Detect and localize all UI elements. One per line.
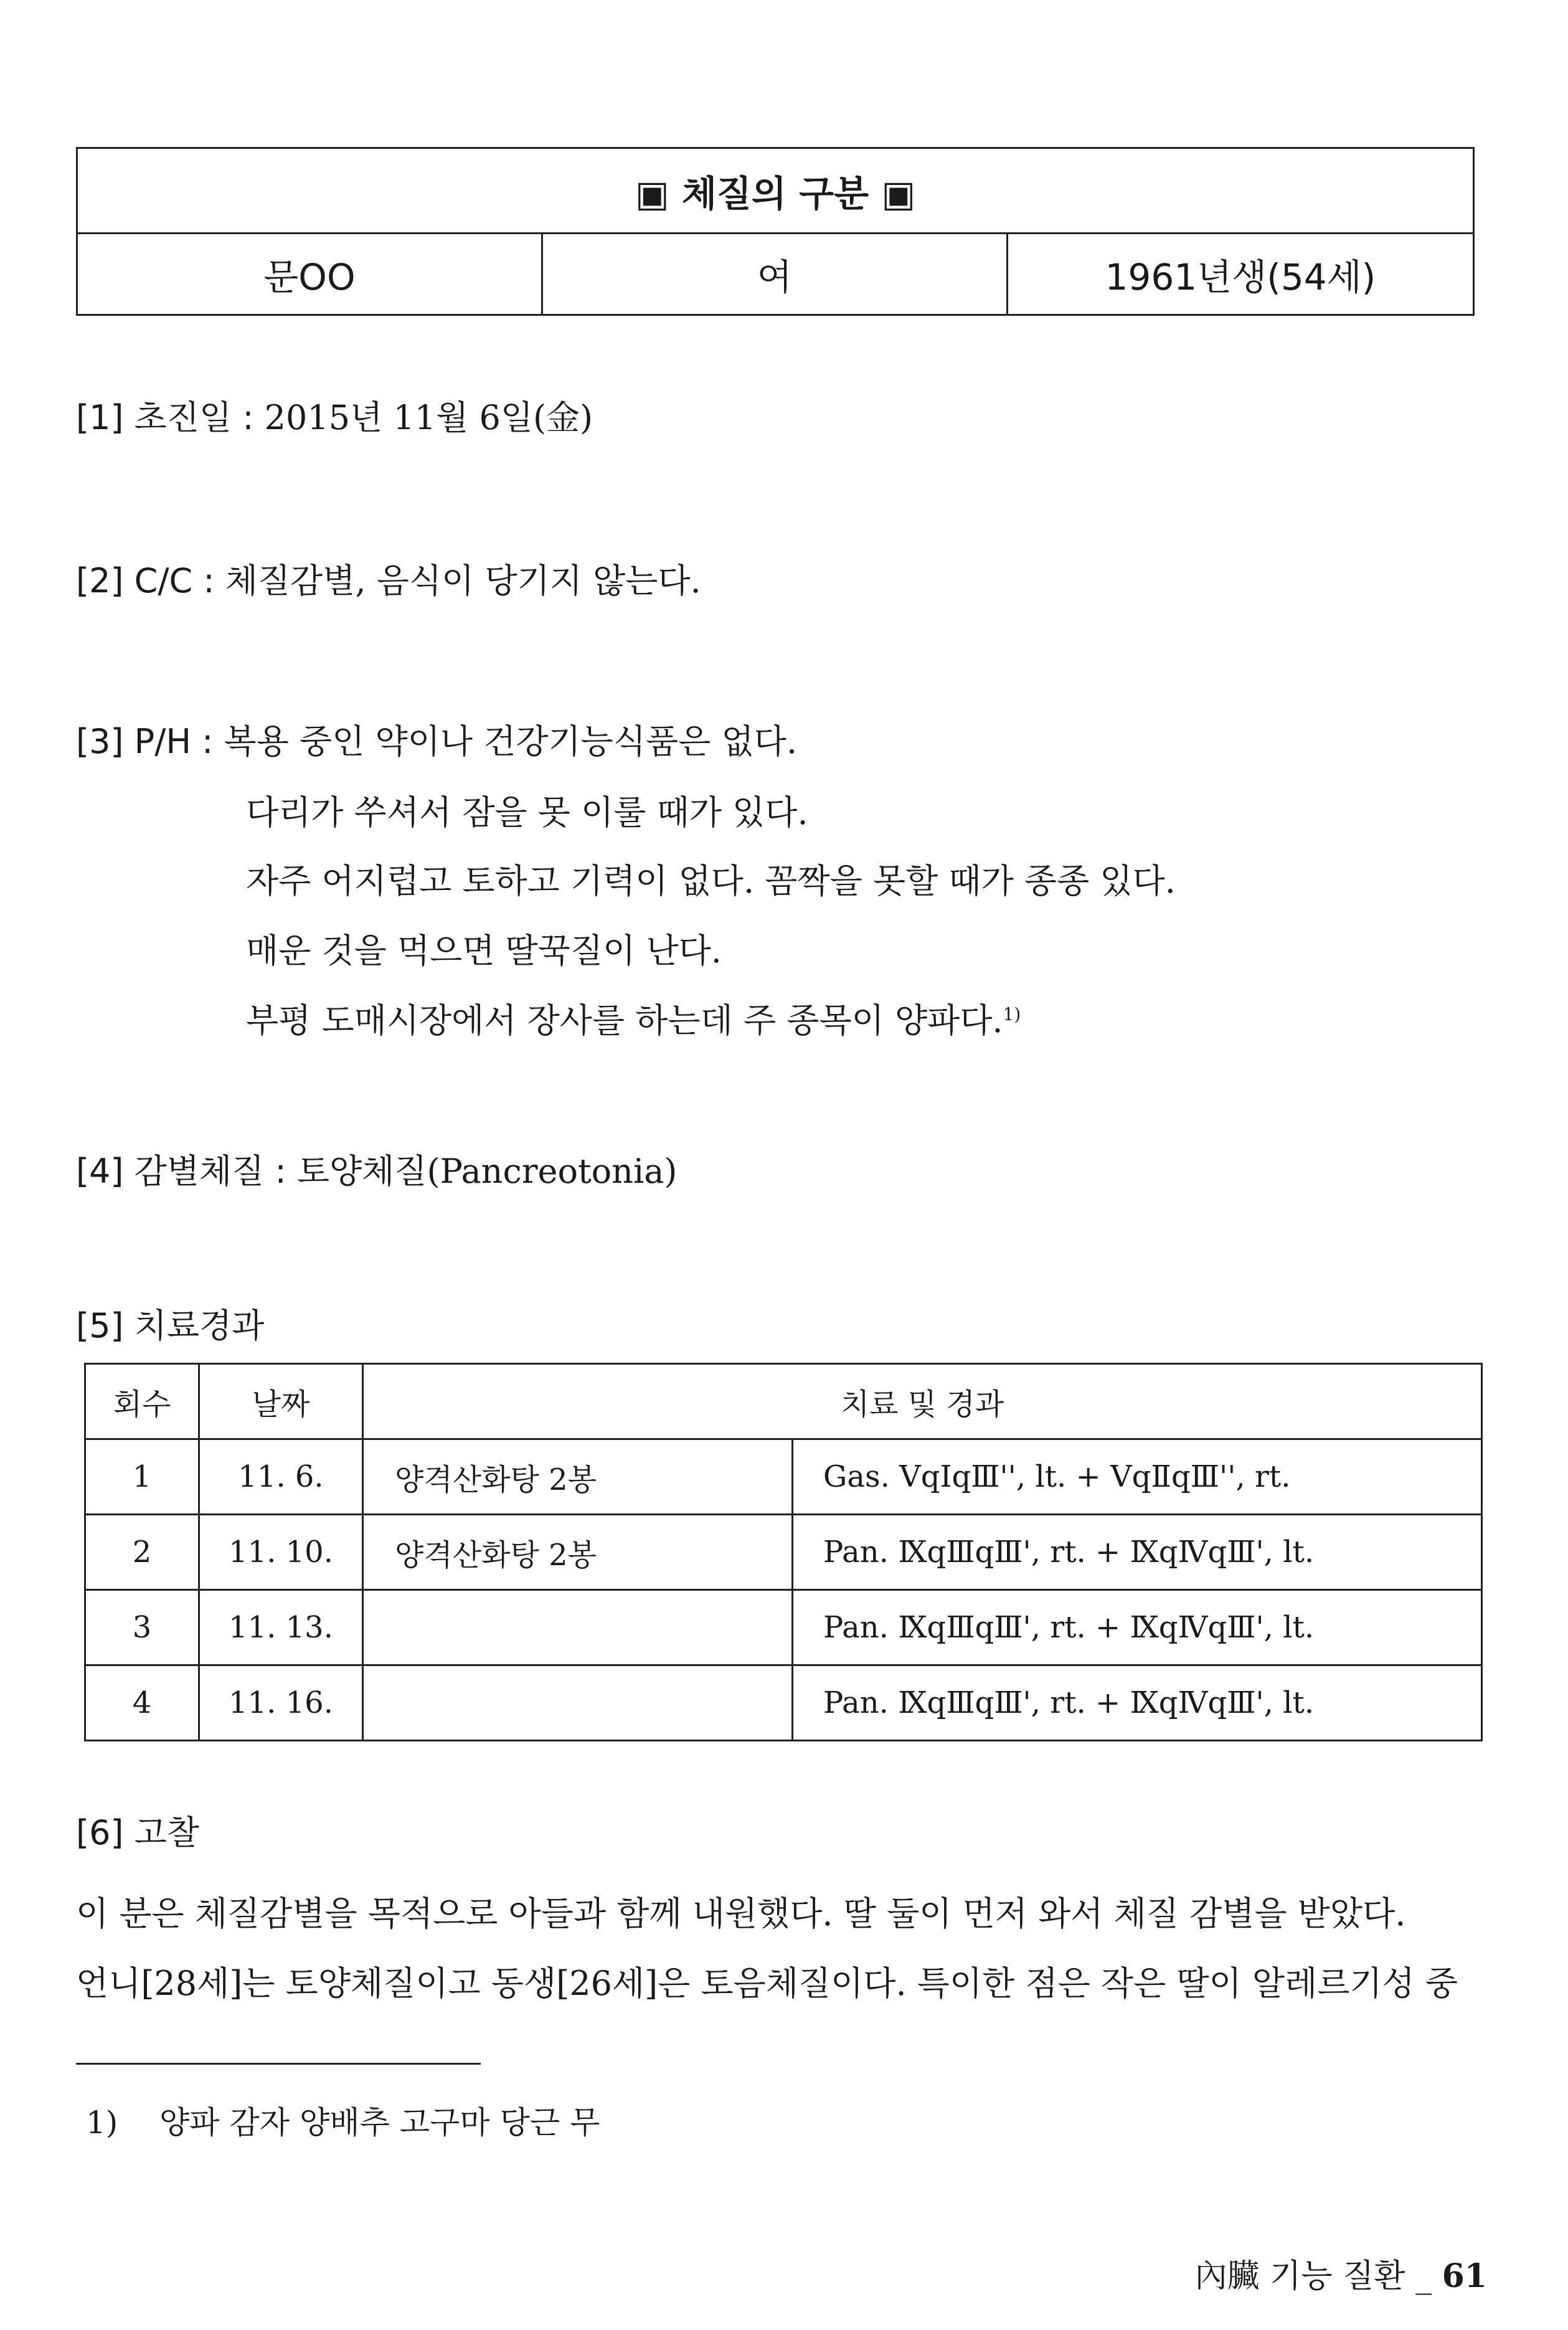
- ph-line-1: 다리가 쑤셔서 잠을 못 이룰 때가 있다.: [246, 793, 808, 832]
- patient-birth: 1961년생(54세): [1007, 234, 1473, 315]
- first-visit-label: [1] 초진일 :: [76, 398, 265, 437]
- cc-label: [2] C/C :: [76, 561, 225, 600]
- col-header-treatment: 치료 및 경과: [363, 1364, 1482, 1439]
- constitution-line: [76, 1145, 678, 1193]
- row-no: 4: [85, 1665, 199, 1741]
- cc-value: 체질감별, 음식이 당기지 않는다.: [225, 561, 701, 600]
- col-header-date: 날짜: [199, 1364, 363, 1439]
- first-visit-line: [76, 391, 593, 439]
- page-footer: [1195, 2250, 1487, 2296]
- ph-line-3: 매운 것을 먹으면 딸꾹질이 난다.: [246, 931, 722, 970]
- row-medicine: 양격산화탕 2봉: [363, 1515, 793, 1590]
- table-row: [85, 1439, 1482, 1515]
- constitution-label: [4] 감별체질 :: [76, 1152, 297, 1191]
- row-date: 11. 10.: [199, 1515, 363, 1590]
- row-date: 11. 16.: [199, 1665, 363, 1741]
- constitution-value: 토양체질(Pancreotonia): [296, 1152, 678, 1191]
- row-medicine: [363, 1590, 793, 1665]
- footnote-text: 양파 감자 양배추 고구마 당근 무: [159, 2105, 600, 2141]
- row-date: 11. 13.: [199, 1590, 363, 1665]
- constitution-header-table: [76, 147, 1475, 316]
- table-row: [85, 1515, 1482, 1590]
- discussion-line-1: 이 분은 체질감별을 목적으로 아들과 함께 내원했다. 딸 둘이 먼저 와서 체질 감별을 받았다.: [76, 1894, 1406, 1933]
- discussion-line-2: 언니[28세]는 토양체질이고 동생[26세]은 토음체질이다. 특이한 점은 작은 딸이 알레르기성 중: [76, 1964, 1458, 2003]
- ph-line-4: 부평 도매시장에서 장사를 하는데 주 종목이 양파다.: [246, 1001, 1003, 1040]
- row-medicine: [363, 1665, 793, 1741]
- row-result: Pan. ⅨqⅢqⅢ', rt. + ⅨqⅣqⅢ', lt.: [793, 1590, 1482, 1665]
- table-row: [85, 1590, 1482, 1665]
- table-row: [85, 1665, 1482, 1741]
- row-no: 2: [85, 1515, 199, 1590]
- ph-line-2: 자주 어지럽고 토하고 기력이 없다. 꼼짝을 못할 때가 종종 있다.: [246, 861, 1176, 901]
- page-number: 61: [1442, 2257, 1487, 2295]
- header-title: ▣ 체질의 구분 ▣: [77, 148, 1474, 234]
- footnote-divider: [76, 2063, 481, 2065]
- row-no: 3: [85, 1590, 199, 1665]
- row-date: 11. 6.: [199, 1439, 363, 1515]
- treatment-table: [84, 1363, 1483, 1741]
- row-result: Pan. ⅨqⅢqⅢ', rt. + ⅨqⅣqⅢ', lt.: [793, 1515, 1482, 1590]
- footnote-number: 1): [86, 2105, 118, 2141]
- discussion-title: [6] 고찰: [76, 1813, 199, 1852]
- ph-first: 복용 중인 약이나 건강기능식품은 없다.: [224, 722, 797, 761]
- row-no: 1: [85, 1439, 199, 1515]
- col-header-no: 회수: [85, 1364, 199, 1439]
- footnote: [86, 2098, 600, 2143]
- chief-complaint-line: [76, 554, 701, 602]
- running-title: 內臟 기능 질환 _: [1194, 2258, 1442, 2295]
- row-result: Pan. ⅨqⅢqⅢ', rt. + ⅨqⅣqⅢ', lt.: [793, 1665, 1482, 1741]
- patient-sex: 여: [542, 234, 1007, 315]
- row-medicine: 양격산화탕 2봉: [363, 1439, 793, 1515]
- treatment-title: [5] 치료경과: [76, 1306, 265, 1345]
- first-visit-value: 2015년 11월 6일(金): [264, 398, 593, 437]
- ph-line-4-wrap: [246, 994, 1021, 1042]
- patient-name: 문OO: [77, 234, 542, 315]
- footnote-ref: 1): [1003, 1004, 1021, 1025]
- treatment-header-row: [85, 1364, 1482, 1439]
- past-history-line: [76, 715, 797, 763]
- ph-label: [3] P/H :: [76, 722, 224, 761]
- row-result: Gas. VqIqⅢ'', lt. + VqⅡqⅢ'', rt.: [793, 1439, 1482, 1515]
